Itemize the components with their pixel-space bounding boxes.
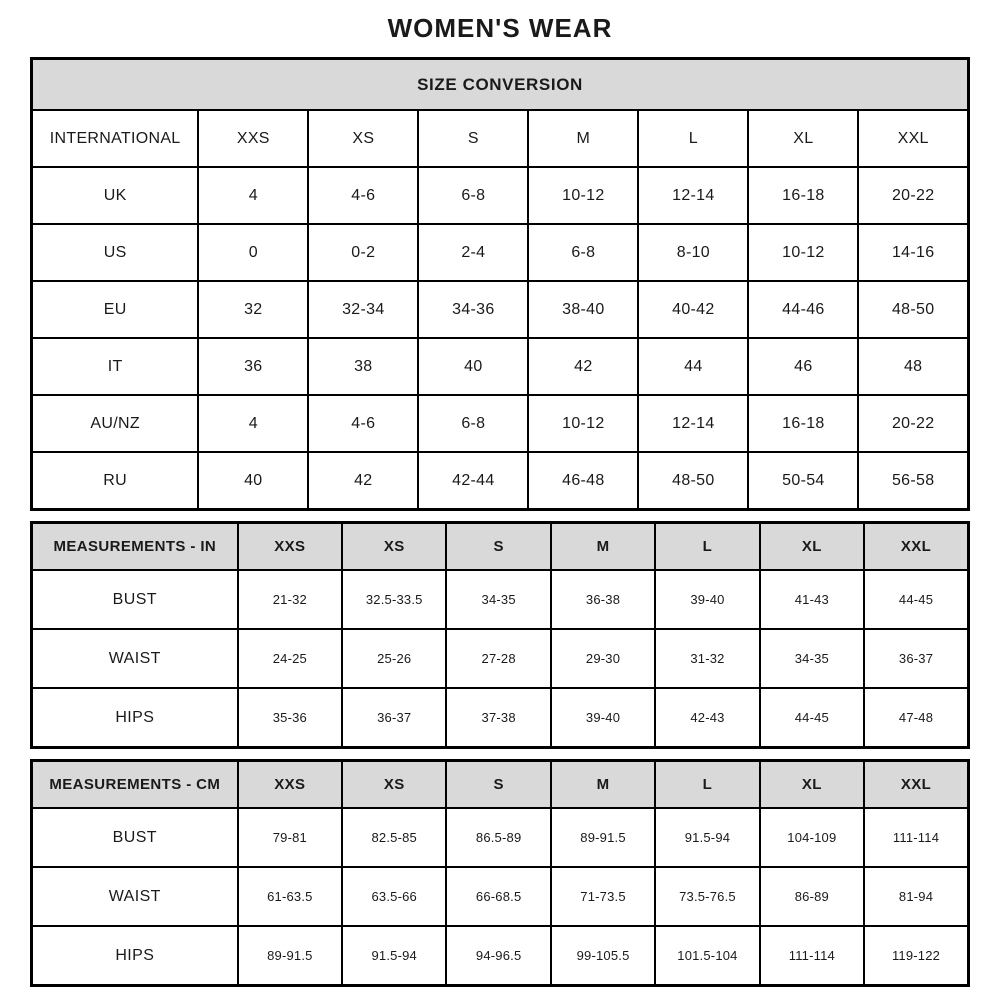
table-cell: 4 [198, 167, 308, 224]
table-cell: 32-34 [308, 281, 418, 338]
table-cell: 99-105.5 [551, 926, 655, 985]
table-row [32, 395, 969, 452]
table-cell: 37-38 [446, 688, 550, 747]
column-header: L [638, 110, 748, 167]
size-conversion-table [30, 57, 970, 511]
table-cell: 46 [748, 338, 858, 395]
table-cell: 63.5-66 [342, 867, 446, 926]
table-row [32, 688, 969, 747]
table-cell: 10-12 [528, 395, 638, 452]
table-cell: 38-40 [528, 281, 638, 338]
table-cell: 32.5-33.5 [342, 570, 446, 629]
table-cell: 6-8 [418, 395, 528, 452]
row-label: HIPS [32, 688, 238, 747]
table-cell: 79-81 [238, 808, 342, 867]
table-cell: 50-54 [748, 452, 858, 509]
column-header: L [655, 760, 759, 808]
table-cell: 94-96.5 [446, 926, 550, 985]
row-label: RU [32, 452, 199, 509]
row-label: AU/NZ [32, 395, 199, 452]
table-cell: 32 [198, 281, 308, 338]
column-header: M [551, 760, 655, 808]
table-cell: 36-37 [864, 629, 968, 688]
size-conversion-title: SIZE CONVERSION [32, 58, 969, 110]
row-label: UK [32, 167, 199, 224]
column-header: XXS [198, 110, 308, 167]
size-header-row [32, 760, 969, 808]
table-cell: 89-91.5 [238, 926, 342, 985]
table-cell: 101.5-104 [655, 926, 759, 985]
row-label: HIPS [32, 926, 238, 985]
table-cell: 86-89 [760, 867, 864, 926]
table-cell: 42 [528, 338, 638, 395]
column-header: XXS [238, 522, 342, 570]
table-cell: 47-48 [864, 688, 968, 747]
page-title: WOMEN'S WEAR [387, 13, 613, 43]
table-cell: 44-46 [748, 281, 858, 338]
column-header: M [528, 110, 638, 167]
column-header: XXL [858, 110, 968, 167]
column-header: XL [748, 110, 858, 167]
table-cell: 40 [198, 452, 308, 509]
column-header: XL [760, 760, 864, 808]
column-header: S [446, 522, 550, 570]
table-row [32, 808, 969, 867]
table-cell: 6-8 [528, 224, 638, 281]
column-header: XS [342, 522, 446, 570]
table-cell: 91.5-94 [342, 926, 446, 985]
table-row [32, 926, 969, 985]
column-header: XS [342, 760, 446, 808]
table-row [32, 867, 969, 926]
table-cell: 48-50 [858, 281, 968, 338]
table-cell: 0-2 [308, 224, 418, 281]
row-label: US [32, 224, 199, 281]
table-row [32, 452, 969, 509]
table-cell: 35-36 [238, 688, 342, 747]
table-cell: 91.5-94 [655, 808, 759, 867]
column-header: L [655, 522, 759, 570]
table-cell: 66-68.5 [446, 867, 550, 926]
table-cell: 48-50 [638, 452, 748, 509]
table-cell: 111-114 [760, 926, 864, 985]
table-cell: 89-91.5 [551, 808, 655, 867]
column-header: S [446, 760, 550, 808]
measurements-cm-table [30, 759, 970, 987]
table-row [32, 167, 969, 224]
table-cell: 14-16 [858, 224, 968, 281]
table-cell: 21-32 [238, 570, 342, 629]
table-cell: 8-10 [638, 224, 748, 281]
table-cell: 40-42 [638, 281, 748, 338]
table-cell: 44 [638, 338, 748, 395]
table-cell: 20-22 [858, 395, 968, 452]
table-cell: 86.5-89 [446, 808, 550, 867]
table-cell: 34-35 [446, 570, 550, 629]
table-cell: 48 [858, 338, 968, 395]
table-cell: 16-18 [748, 167, 858, 224]
table-row [32, 629, 969, 688]
table-cell: 119-122 [864, 926, 968, 985]
table-cell: 71-73.5 [551, 867, 655, 926]
table-row [32, 570, 969, 629]
table-cell: 104-109 [760, 808, 864, 867]
table-cell: 6-8 [418, 167, 528, 224]
size-header-row [32, 110, 969, 167]
column-header: XXL [864, 522, 968, 570]
table-cell: 34-36 [418, 281, 528, 338]
table-cell: 38 [308, 338, 418, 395]
table-cell: 27-28 [446, 629, 550, 688]
table-cell: 16-18 [748, 395, 858, 452]
column-header: M [551, 522, 655, 570]
table-cell: 39-40 [551, 688, 655, 747]
table-cell: 20-22 [858, 167, 968, 224]
row-label: EU [32, 281, 199, 338]
table-cell: 24-25 [238, 629, 342, 688]
row-label: IT [32, 338, 199, 395]
column-header: INTERNATIONAL [32, 110, 199, 167]
table-cell: 12-14 [638, 167, 748, 224]
table-cell: 25-26 [342, 629, 446, 688]
column-header: XXS [238, 760, 342, 808]
row-label: BUST [32, 570, 238, 629]
table-cell: 81-94 [864, 867, 968, 926]
table-row [32, 224, 969, 281]
measurements-cm-title: MEASUREMENTS - CM [32, 760, 238, 808]
table-cell: 44-45 [760, 688, 864, 747]
table-cell: 42-43 [655, 688, 759, 747]
table-row [32, 281, 969, 338]
table-cell: 39-40 [655, 570, 759, 629]
table-cell: 42-44 [418, 452, 528, 509]
table-cell: 34-35 [760, 629, 864, 688]
table-cell: 82.5-85 [342, 808, 446, 867]
table-cell: 40 [418, 338, 528, 395]
column-header: XL [760, 522, 864, 570]
table-cell: 36-37 [342, 688, 446, 747]
table-cell: 73.5-76.5 [655, 867, 759, 926]
measurements-in-table [30, 521, 970, 749]
row-label: WAIST [32, 629, 238, 688]
table-cell: 41-43 [760, 570, 864, 629]
row-label: WAIST [32, 867, 238, 926]
table-row [32, 338, 969, 395]
table-cell: 42 [308, 452, 418, 509]
row-label: BUST [32, 808, 238, 867]
table-cell: 12-14 [638, 395, 748, 452]
column-header: S [418, 110, 528, 167]
column-header: XXL [864, 760, 968, 808]
table-cell: 111-114 [864, 808, 968, 867]
table-cell: 2-4 [418, 224, 528, 281]
table-cell: 44-45 [864, 570, 968, 629]
column-header: XS [308, 110, 418, 167]
table-cell: 29-30 [551, 629, 655, 688]
table-cell: 4 [198, 395, 308, 452]
table-cell: 4-6 [308, 395, 418, 452]
measurements-in-title: MEASUREMENTS - IN [32, 522, 238, 570]
table-cell: 56-58 [858, 452, 968, 509]
table-cell: 61-63.5 [238, 867, 342, 926]
table-cell: 10-12 [748, 224, 858, 281]
table-cell: 4-6 [308, 167, 418, 224]
table-cell: 36-38 [551, 570, 655, 629]
table-cell: 0 [198, 224, 308, 281]
size-header-row [32, 522, 969, 570]
table-title-row [32, 58, 969, 110]
table-cell: 36 [198, 338, 308, 395]
table-cell: 10-12 [528, 167, 638, 224]
table-cell: 31-32 [655, 629, 759, 688]
table-cell: 46-48 [528, 452, 638, 509]
